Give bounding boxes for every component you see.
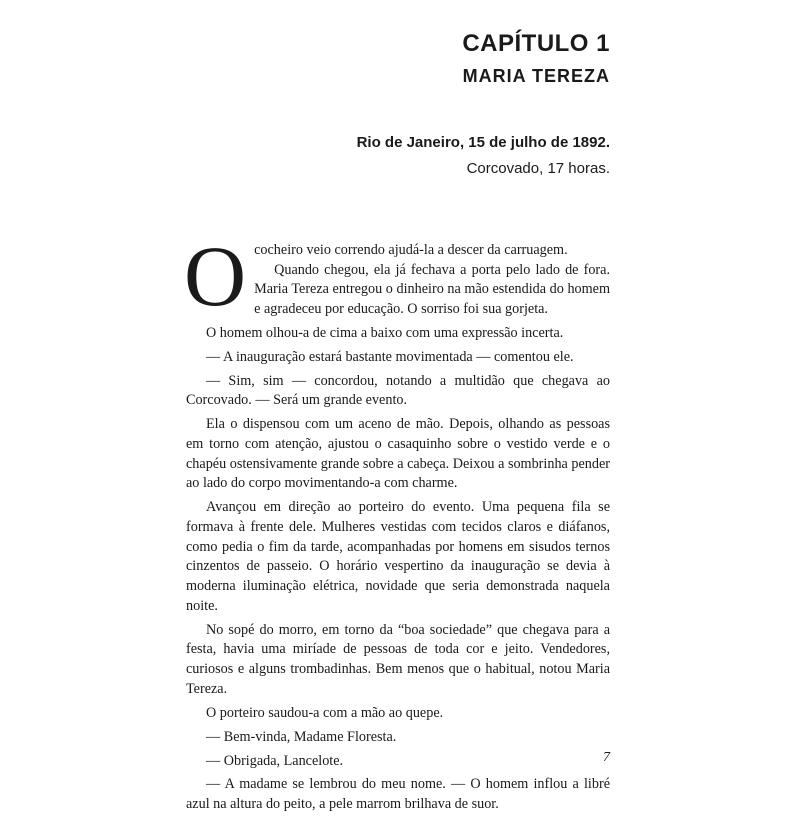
paragraph: — A madame se lembrou do meu nome. — O homem inflou a libré azul na altura do peito, a pele marrom brilhava de suor. (186, 776, 610, 813)
paragraph: No sopé do morro, em torno da “boa sociedade” que chegava para a festa, havia uma miríade de pessoas de toda cor e jeito. Vendedores, curiosos e alguns trombadinhas. Bem menos que o habitual, notou Maria Tereza. (186, 621, 610, 697)
paragraph-opening-text: cocheiro veio correndo ajudá-la a descer da carruagem. (254, 242, 568, 258)
paragraph: Ela o dispensou com um aceno de mão. Depois, olhando as pessoas em torno com atenção, ajustou o casaquinho sobre o vestido verde e o chapéu ostensivamente grande sobre a cabeça. Deixou a sombrinha pender ao lado do corpo movimentando-a com charme. (186, 416, 610, 492)
paragraph: — Sim, sim — concordou, notando a multidão que chegava ao Corcovado. — Será um grande evento. (186, 372, 610, 409)
chapter-title: CAPÍTULO 1 (462, 30, 610, 57)
chapter-subtitle: MARIA TEREZA (462, 66, 610, 86)
page-number: 7 (603, 750, 610, 765)
paragraph-continuation-text: Quando chegou, ela já fechava a porta pelo lado de fora. Maria Tereza entregou o dinheiro na mão estendida do homem e agradeceu por educação. O sorriso foi sua gorjeta. (254, 261, 610, 318)
paragraph: — Obrigada, Lancelote. (206, 752, 344, 769)
dateline-place-date: Rio de Janeiro, 15 de julho de 1892. (356, 134, 610, 151)
paragraph: O homem olhou-a de cima a baixo com uma expressão incerta. (206, 325, 564, 341)
paragraph: O porteiro saudou-a com a mão ao quepe. (206, 704, 444, 721)
dateline-place-time: Corcovado, 17 horas. (466, 160, 610, 177)
chapter-body (184, 228, 610, 819)
paragraph: Avançou em direção ao porteiro do evento. Uma pequena fila se formava à frente dele. Mulheres vestidas com tecidos claros e diáfanos, como pedia o fim da tarde, acompanhadas por homens em sisudos ternos cinzentos de passeio. O horário vespertino da inauguração se devia à moderna iluminação elétrica, novidade que seria demonstrada naquela noite. (186, 499, 610, 614)
paragraph: — Bem-vinda, Madame Floresta. (206, 728, 397, 745)
drop-cap: O (184, 228, 247, 324)
paragraph (184, 228, 610, 324)
paragraph: — A inauguração estará bastante movimentada — comentou ele. (206, 348, 574, 365)
